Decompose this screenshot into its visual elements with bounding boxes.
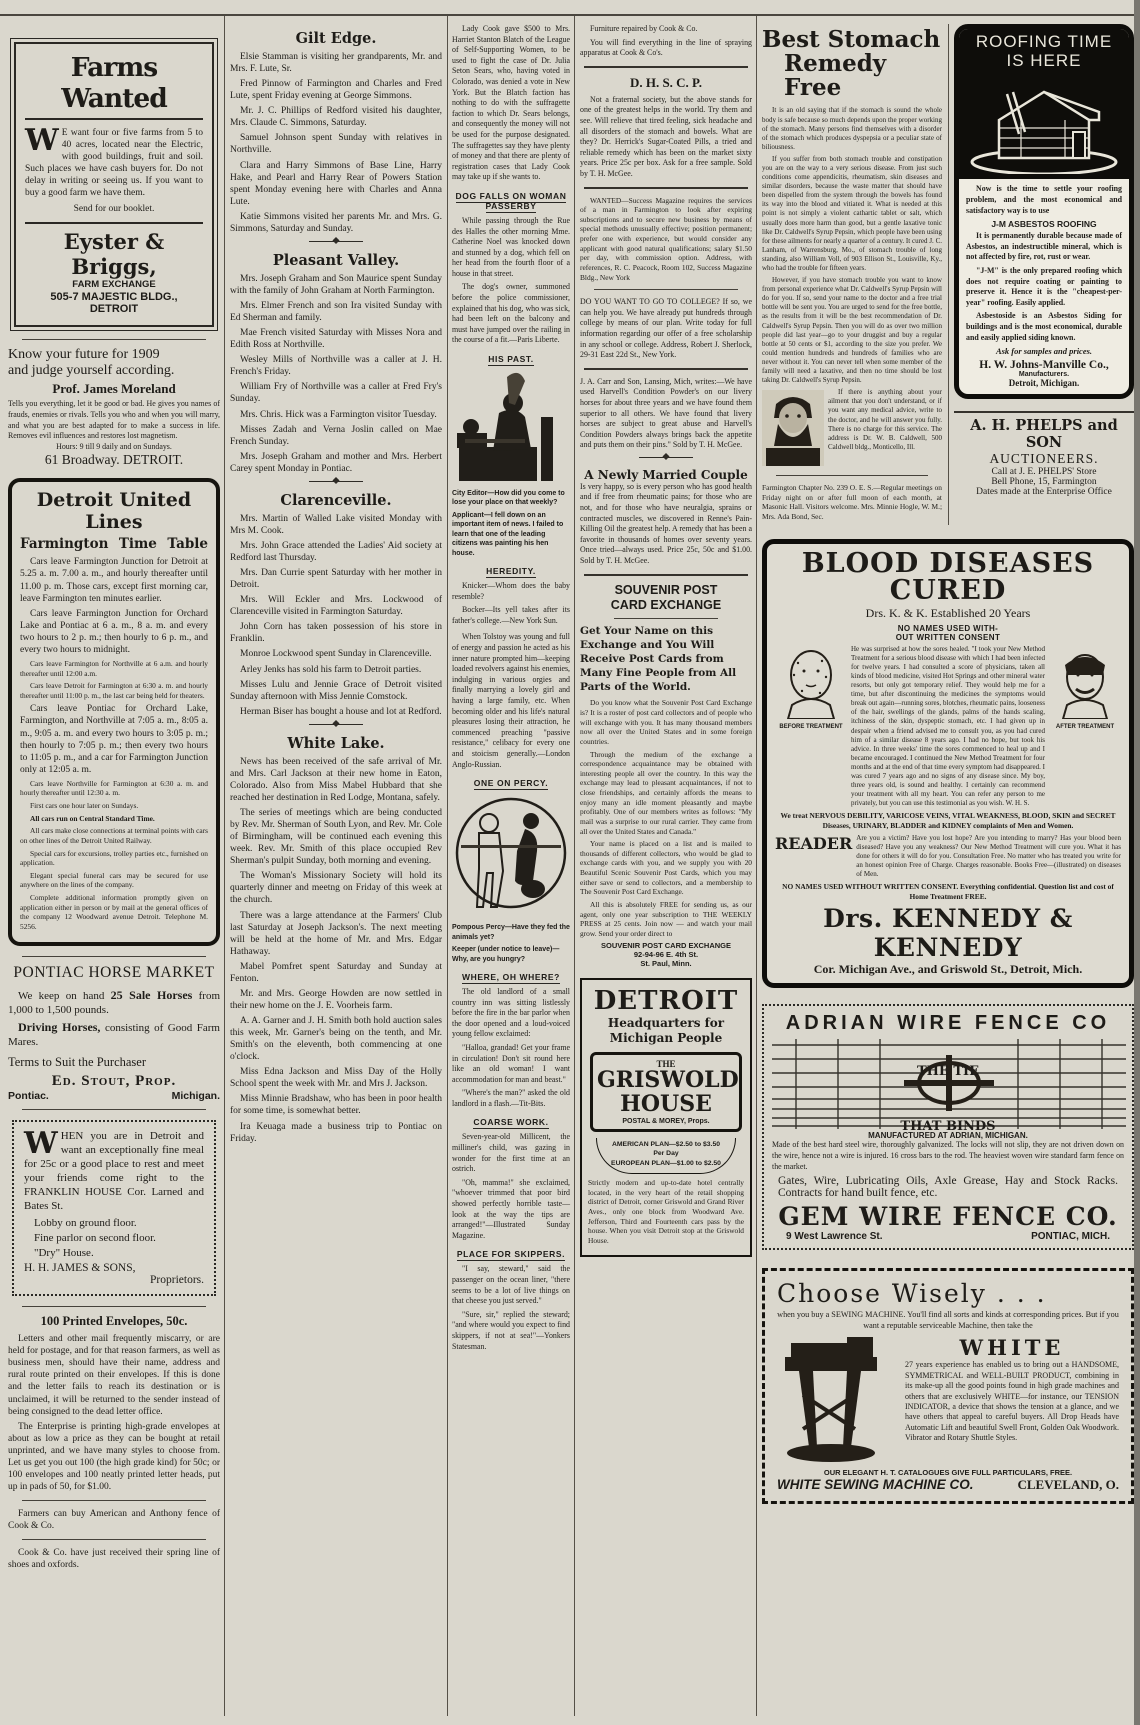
- section-clarenceville-title: Clarenceville.: [280, 491, 392, 509]
- timetable-para: Cars leave Farmington Junction for Detroit at 5.25 a. m. 7.00 a. m., and hourly thereafter until 11.00 p. m. Those cars, except first morning car, leave Farmington ten minutes earlier.: [20, 557, 208, 604]
- news-item: Mabel Pomfret spent Saturday and Sunday at Fenton.: [230, 961, 442, 984]
- johns-manville-name: H. W. Johns-Manville Co.,: [979, 359, 1109, 372]
- timetable-para: Cars leave Pontiac for Orchard Lake, Farmington, and Northville at 7:05 a. m., 8:05 a. m., 9:05 a. m. and every two hours to 3:05 p. m.; then hourly to 7:05 p. m.; then every two hours to 11:05 p. m., and a car for Farmington Junction only at 12:05 a. m.: [20, 704, 208, 775]
- roofing-p1: Now is the time to settle your roofing problem, and the most economical and satisfactory way is to use: [966, 184, 1122, 215]
- coarse-para: "Oh, mamma!" she exclaimed, "whoever trimmed that poor bird showed perfectly horrible taste—look at the way the tips are arranged!"—Illustrated Sunday Magazine.: [452, 1177, 570, 1240]
- news-item: Mrs. John Grace attended the Ladies' Aid society at Redford last Thursday.: [230, 540, 442, 563]
- one-on-percy-caption-2: Keeper (under notice to leave)—Why, are you hungry?: [452, 946, 560, 963]
- coarse-work-title: COARSE WORK.: [473, 1117, 549, 1128]
- news-item: Fred Pinnow of Farmington and Charles and Fred Lute, spent Friday evening at George Simmons.: [230, 79, 442, 102]
- heredity-line-1: Knicker—Whom does the baby resemble?: [452, 581, 570, 601]
- news-item: Clara and Harry Simmons of Base Line, Harry Hake, and Pearl and Harry Rear of Powers Station spent Monday evening here with Charles and Anna Lute.: [230, 160, 442, 207]
- news-item: Mrs. Martin of Walled Lake visited Monday with Mrs M. Cook.: [230, 513, 442, 536]
- before-treatment-portrait: [780, 645, 842, 719]
- dog-falls-title: DOG FALLS ON WOMAN PASSERBY: [455, 190, 567, 211]
- divider: [614, 618, 717, 619]
- johns-manville-mfr: Manufacturers.: [1018, 371, 1070, 379]
- news-item: The series of meetings which are being conducted by Rev. Mr. Sherman of South Lyon, and Rev. Mr. Cole of Birmingham, will be continued each evening this week. Rev. Mr. Smith of this place occupied Rev Sherman's pulpit Sunday, both morning and evening.: [230, 808, 442, 867]
- white-brand-name: WHITE: [959, 1335, 1065, 1361]
- envelopes-notice: [8, 1314, 220, 1493]
- horse-market-p1: We keep on hand 25 Sale Horses from 1,000 to 1,500 pounds.: [8, 987, 220, 1016]
- column-4: [580, 24, 752, 1257]
- pontiac-horse-market-ad: [8, 964, 220, 1103]
- horse-market-title: PONTIAC HORSE MARKET: [13, 963, 215, 981]
- column-5: [762, 24, 948, 525]
- manufactured-line: MANUFACTURED AT ADRIAN, MICHIGAN.: [868, 1131, 1028, 1141]
- dul-title: Detroit United Lines: [36, 489, 192, 534]
- moreland-lead-2: and judge yourself according.: [8, 363, 175, 379]
- farms-wanted-cta: Send for our booklet.: [73, 204, 155, 215]
- griswold-headquarters: Headquarters for Michigan People: [607, 1016, 725, 1046]
- news-item: Arley Jenks has sold his farm to Detroit parties.: [240, 664, 422, 675]
- souvenir-footer-city: St. Paul, Minn.: [640, 959, 692, 969]
- column-rule: [224, 16, 225, 1716]
- news-item: Misses Lulu and Jennie Grace of Detroit visited Sunday afternoon with Miss Jennie Comstock.: [230, 679, 442, 702]
- timetable-para: Elegant special funeral cars may be secured for use anywhere on the lines of the company.: [20, 870, 208, 890]
- franklin-body: WHEN you are in Detroit and want an exceptionally fine meal for 25c or a good place to rest and meet your friends come right to the FRANKLIN HOUSE Cor. Larned and Bates St.: [24, 1126, 204, 1213]
- news-item: Mr. and Mrs. George Howden are now settled in their new home on the J. E. Voorheis farm.: [230, 988, 442, 1011]
- detroit-united-lines-ad: [8, 478, 220, 945]
- catalog-line: OUR ELEGANT H. T. CATALOGUES GIVE FULL PARTICULARS, FREE.: [823, 1468, 1073, 1478]
- section-ornament: [309, 241, 363, 246]
- newly-married-body: Is very happy, so is every person who has good health and if free from rheumatic pains; for those who are not, and for those who have neuralgia, sprains or contracted muscles, we discovered in Renne's Pain-Killing Oil the greatest help. A remedy that has been a favorite in thousands of homes over seventy years. Once tried—always used. Price 25c, 50c and $1.00. Sold by T. H. McGee.: [580, 481, 752, 566]
- roofing-p2: It is permanently durable because made of Asbestos, an indestructible mineral, which is not affected by fire, rot, rust or wear.: [966, 231, 1122, 262]
- stomach-para: It is an old saying that if the stomach is sound the whole body is safe because so much depends upon the proper working of the stomach. Many persons find themselves with a disorder of the stomach which produces dyspepsia or a peculiar state of biliousness.: [762, 106, 942, 151]
- column-3: [452, 24, 570, 1355]
- news-item: John Corn has taken possession of his store in Franklin.: [230, 622, 442, 645]
- before-treatment-figure: BEFORE TREATMENT: [775, 645, 847, 809]
- news-item: Ira Keuaga made a business trip to Pontiac on Friday.: [230, 1121, 442, 1144]
- phelps-auctioneers-ad: [954, 411, 1134, 497]
- newly-married-title: A Newly Married Couple: [584, 467, 748, 482]
- griswold-detroit: DETROIT: [593, 986, 739, 1017]
- news-item: A. A. Garner and J. H. Smith both hold auction sales this week, Mr. Garner's being on the tenth, and Mr. Smith's on the eleventh, both commencing at one o'clock.: [230, 1016, 442, 1063]
- white-sewing-machine-ad: [762, 1268, 1134, 1504]
- spraying-note: You will find everything in the line of spraying apparatus at Cook & Co's.: [580, 37, 752, 58]
- news-item: There was a large attendance at the Farmers' Club last Saturday at Joseph Jackson's. The next meeting will be held at the home of Mr. and Mrs. Edgar Hathaway.: [230, 910, 442, 957]
- moreland-address: 61 Broadway. DETROIT.: [44, 452, 184, 468]
- reader-body: Are you a victim? Have you lost hope? Are you intending to marry? Has your blood been diseased? Have you any weakness? Our New Method Treatment will cure you. What it has done for others it will do for you. Consultation Free. No matter who has treated you write for an honest opinion Free of Charge. Charges reasonable. Books Free—(illustrated) on diseases of Men.: [856, 833, 1121, 879]
- no-names-banner: NO NAMES USED WITH- OUT WRITTEN CONSENT: [895, 623, 1001, 642]
- news-item: Elsie Stamman is visiting her grandparents, Mr. and Mrs. F. Lute, Sr.: [230, 52, 442, 75]
- choose-wisely-title: Choose Wisely . . .: [777, 1279, 1047, 1309]
- souvenir-lead: Get Your Name on this Exchange and You Will Receive Post Cards from Many Fine People from All Parts of the World.: [580, 624, 737, 694]
- column-rule: [447, 16, 448, 1716]
- sewing-machine-illustration: [777, 1335, 897, 1465]
- section-ornament: [309, 481, 363, 486]
- news-item: The Woman's Missionary Society will hold its quarterly dinner and meetng on Friday of this week at the church.: [230, 871, 442, 906]
- news-item: Mrs. Chris. Hick was a Farmington visitor Tuesday.: [240, 409, 437, 420]
- news-item: Mae French visited Saturday with Misses Nora and Edith Ross at Northville.: [230, 328, 442, 351]
- tolstoy-item: When Tolstoy was young and full of energy and passion he acted as his inner nature prompted him—keeping loaded revolvers against his enemies, indulging in various orgies and finally marrying a lovely girl and having a large family, etc. When becoming older and his life's natural pleasures losing their attraction, he commenced preaching "passive resistance," celibacy for every one and stoicism generally.—London Anglo-Russian.: [452, 632, 570, 769]
- news-item: Wesley Mills of Northville was a caller at J. H. French's Friday.: [230, 355, 442, 378]
- envelopes-title: 100 Printed Envelopes, 50c.: [40, 1314, 188, 1329]
- wisely-lead: when you buy a SEWING MACHINE. You'll find all sorts and kinds at corresponding prices. But if you want a reputable serviceable Machine, then take the: [777, 1310, 1119, 1330]
- section-ornament: [309, 724, 363, 729]
- reader-block: READER Are you a victim? Have you lost hope? Are you intending to marry? Has your blood been diseased? Have you any weakness? Our New Method Treatment will cure you. What it has done for others it will do for you. Consultation Free. No matter who has treated you write for an honest opinion Free of Charge. Charges reasonable. Books Free—(illustrated) on diseases of Men.: [775, 833, 1121, 879]
- column-2: [230, 24, 442, 1148]
- franklin-firm-2: Proprietors.: [150, 1274, 204, 1287]
- news-item: Herman Biser has bought a house and lot at Redford.: [240, 706, 442, 717]
- blood-diseases-ad: [762, 539, 1134, 989]
- griswold-name-box: THE GRISWOLD HOUSE POSTAL & MOREY, Props.: [590, 1052, 742, 1131]
- dhscp-title: D. H. S. C. P.: [629, 74, 703, 90]
- right-region: [762, 24, 1134, 1504]
- stomach-para: However, if you have stomach trouble you want to know from personal experience what Dr. Caldwell's Syrup Pepsin will do for you. If so, send your name to the doctor and a free trial bottle will be sent you. You are urged to send for the free bottle, as the results from it will be the best recommendation of Dr. Caldwell's Syrup Pepsin. Then you will do as over two million people did last year—go to your druggist and buy a regular bottle at 50 cents or $1, according to the size you prefer. We could mention hundreds and hundreds of families who are never without it. You can never tell when some member of the family will need a laxative, and then no time should be lost taking Dr. Caldwell's Syrup Pepsin.: [762, 276, 942, 385]
- souvenir-footer-name: SOUVENIR POST CARD EXCHANGE: [600, 941, 732, 951]
- skippers-title: PLACE FOR SKIPPERS.: [456, 1249, 566, 1260]
- one-on-percy-title: ONE ON PERCY.: [473, 778, 549, 789]
- news-item: News has been received of the safe arrival of Mr. and Mrs. Carl Jackson at their new home in Eaton, Colorado. Also from Miss Mabel Hubbard that she reached her destination in Red Lodge, Montana, safely.: [230, 756, 442, 803]
- eyster-briggs-address: 505-7 MAJESTIC BLDG., DETROIT: [50, 291, 178, 316]
- franklin-line: Lobby on ground floor.: [34, 1217, 137, 1230]
- news-item: William Fry of Northville was a caller at Fred Fry's Sunday.: [230, 382, 442, 405]
- news-item: Monroe Lockwood spent Sunday in Clarenceville.: [240, 649, 432, 660]
- phelps-dates-line: Dates made at the Enterprise Office: [976, 487, 1112, 498]
- phelps-name: A. H. PHELPS and SON: [970, 417, 1118, 452]
- news-item: Miss Edna Jackson and Miss Day of the Holly School spent the week with Mr. and Mrs J. Jackson.: [230, 1067, 442, 1090]
- roofing-cta: Ask for samples and prices.: [995, 346, 1093, 357]
- phelps-store-line: Call at J. E. PHELPS' Store: [991, 467, 1097, 478]
- envelopes-para: Letters and other mail frequently miscarry, or are held for postage, and for that reason farmers, as well as business men, should have their name, address and rural route printed on their envelopes. If this is done and the letter fails to reach its destination or is unclaimed, it will be returned to the sender instead of being consigned to the dead letter office.: [8, 1334, 220, 1417]
- timetable-para: Cars leave Farmington for Northville at 6 a.m. and hourly thereafter until 12:00 a.m.: [20, 658, 208, 678]
- moreland-lead-1: Know your future for 1909: [8, 347, 160, 363]
- news-item: Misses Zadah and Verna Joslin called on Mae French Sunday.: [230, 424, 442, 447]
- farm-exchange-label: FARM EXCHANGE: [72, 279, 156, 291]
- horse-market-p2: Driving Horses, consisting of Good Farm Mares.: [8, 1020, 220, 1049]
- where-para: The old landlord of a small country inn was sitting listlessly before the fire in the bar parlor when the door opened and a loud-voiced young fellow exclaimed:: [452, 986, 570, 1039]
- griswold-props: POSTAL & MOREY, Props.: [622, 1117, 710, 1125]
- tie-that-binds-slogan: THE TIE THAT BINDS: [900, 1064, 996, 1135]
- souvenir-title: SOUVENIR POST CARD EXCHANGE: [610, 582, 722, 612]
- wanted-classified: WANTED—Success Magazine requires the services of a man in Farmington to look after expiring subscriptions and to secure new business by means of special methods unusually effective; position permanent; prefer one with experience, but would consider any applicant with good natural qualifications; salary $1.50 per day, with commission option. Address, with references, R. C. Peacock, Room 102, Success Magazine Bldg., New York: [580, 195, 752, 282]
- gem-offerings: Gates, Wire, Lubricating Oils, Axle Grease, Hay and Stock Racks. Contracts for hand built fence, etc.: [778, 1175, 1118, 1200]
- furniture-note: Furniture repaired by Cook & Co.: [590, 24, 698, 33]
- news-item: Mrs. Joseph Graham and mother and Mrs. Herbert Carey spent Monday in Pontiac.: [230, 451, 442, 474]
- johns-manville-city: Detroit, Michigan.: [1008, 378, 1080, 389]
- wisely-body: 27 years experience has enabled us to bring out a HANDSOME, SYMMETRICAL and WELL-BUILT PRODUCT, combining in its make-up all the good points found in high grade machines and others that are exclusively WHITE—for instance, our TENSION INDICATOR, a device that shows the tension at a glance, and we have others that appeal to careful buyers. All Drop Heads have Automatic Lift and beautiful Swell Front, Golden Oak Woodwork. Vibrator and Rotary Shuttle Styles.: [905, 1360, 1119, 1443]
- jm-asbestos-brand: J-M ASBESTOS ROOFING: [991, 219, 1097, 230]
- his-past-title: HIS PAST.: [488, 354, 534, 365]
- griswold-house-ad: [580, 978, 752, 1256]
- news-item: Mrs. Dan Currie spent Saturday with her mother in Detroit.: [230, 568, 442, 591]
- his-past-cartoon: [455, 369, 567, 487]
- eyster-briggs-name: Eyster & Briggs,: [25, 222, 203, 279]
- roofing-p4: Asbestoside is an Asbestos Siding for buildings and is the most economical, durable and easily applied siding known.: [966, 311, 1122, 342]
- gem-address-row: 9 West Lawrence St. PONTIAC, MICH.: [786, 1231, 1110, 1243]
- white-firm-row: WHITE SEWING MACHINE CO. CLEVELAND, O.: [777, 1477, 1119, 1493]
- envelopes-para: The Enterprise is printing high-grade envelopes at about as low a price as they can be bought at retail unprinted, and we have many styles to choose from. Let us get you out 100 (the high grade kind) for 50c; or 100 envelopes and 100 neatly printed letter heads, put up in pads of 50, for $1.00.: [8, 1421, 220, 1492]
- skippers-para: "I say, steward," said the passenger on the ocean liner, "there seems to be a lot of live things on that cheese you just served.": [452, 1264, 570, 1306]
- farmington-chapter-notice: Farmington Chapter No. 239 O. E. S.—Regular meetings on Friday night on or after full moon of each month, at Masonic Hall. Visitors welcome. Mrs. Minnie Hogle, W. M.; Mrs. Ada Bond, Sec.: [762, 483, 942, 522]
- section-ornament: [639, 457, 693, 462]
- drs-kk-subtitle: Drs. K. & K. Established 20 Years: [865, 605, 1031, 620]
- phelps-phone-line: Bell Phone, 15, Farmington: [991, 477, 1097, 488]
- news-item: Katie Simmons visited her parents Mr. and Mrs. G. Simmons, Saturday and Sunday.: [230, 211, 442, 234]
- souvenir-para: Your name is placed on a list and is mailed to thousands of different collectors, who would be glad to exchange cards with you, and we supply you with 20 Beautiful Scenic Souvenir Post Cards, which you may either save or send to collectors, and a membership to The Souvenir Post Card Exchange.: [580, 839, 752, 897]
- we-treat-line: We treat NERVOUS DEBILITY, VARICOSE VEINS, VITAL WEAKNESS, BLOOD, SKIN and SECRET Diseases, URINARY, BLADDER and KIDNEY complaints of Men and Women.: [780, 811, 1116, 831]
- news-item: Mrs. Will Eckler and Mrs. Lockwood of Clarenceville visited in Farmington Saturday.: [230, 595, 442, 618]
- coarse-para: Seven-year-old Millicent, the milliner's child, was gazing in wonder for the first time at an ostrich.: [452, 1132, 570, 1174]
- souvenir-para: Do you know what the Souvenir Post Card Exchange is? It is a roster of post card collectors and of people who will exchange with you. It has many thousand members now all over the United States and in some foreign countries.: [580, 698, 752, 746]
- farms-wanted-ad: [10, 38, 218, 331]
- dhscp-body: Not a fraternal society, but the above stands for one of the greatest helps in the world. Try them and see. Will relieve that tired feeling, sick headache and all disorders of the stomach and bowels. What are they? Dr. Herrick's Sugar-Coated Pills, a tried and reliable remedy which has been on the market sixty years. Price 25c per box. Ask for a free sample. Sold by T. H. McGee.: [580, 94, 752, 178]
- franklin-line: "Dry" House.: [34, 1247, 94, 1260]
- stout-city-state: Pontiac. Michigan.: [8, 1090, 220, 1103]
- roofing-house-illustration: [969, 70, 1119, 174]
- heredity-line-2: Bocker—Its yell takes after its father's college.—New York Sun.: [452, 605, 570, 625]
- adrian-body: Made of the best hard steel wire, thoroughly galvanized. The locks will not slip, they are not driven down on the wire, hence not a wire is injured. 16 cross bars to the rod. The heaviest woven wire standard farm fence on the market.: [772, 1140, 1124, 1171]
- griswold-body: Strictly modern and up-to-date hotel centrally located, in the very heart of the retail shopping district of Detroit, corner Griswold and Grand River Aves., only one block from Woodward Ave. Jefferson, Third and Fourteenth cars pass by the house. When you visit Detroit stop at the Griswold House.: [588, 1178, 744, 1245]
- souvenir-para: All this is absolutely FREE for sending us, as our agent, only one year subscription to THE WEEKLY PRESS at 25 cents. Join now — and watch your mail grow. Send your order direct to: [580, 899, 752, 938]
- dul-subtitle: Farmington Time Table: [20, 536, 208, 553]
- section-pleasant-valley-title: Pleasant Valley.: [272, 251, 400, 269]
- phelps-auctioneers: AUCTIONEERS.: [989, 451, 1099, 467]
- moreland-ad: [8, 347, 220, 468]
- stomach-remedy-title: Best Stomach Remedy Free: [762, 26, 941, 102]
- column-rule: [574, 16, 575, 1716]
- news-item: Miss Minnie Bradshaw, who has been in poor health for some time, is somewhat better.: [230, 1094, 442, 1117]
- timetable-para: All cars make close connections at terminal points with cars on other lines of the Detroit United Railway.: [20, 826, 208, 845]
- dog-falls-para: While passing through the Rue des Halles the other morning Mme. Catherine Noel was knocked down and stunned by a dog, which fell on her head from the fourth floor of a house in that street.: [452, 215, 570, 278]
- section-white-lake-title: White Lake.: [287, 734, 385, 752]
- news-item: Mrs. Elmer French and son Ira visited Sunday with Ed Sherman and family.: [230, 301, 442, 324]
- dog-falls-para: The dog's owner, summoned before the police commissioner, explained that his dog, who was sick, had been left on the balcony and must have jumped over the railing in the course of a fit.—Paris Liberte.: [452, 282, 570, 345]
- farms-wanted-title: Farms Wanted: [25, 52, 203, 120]
- moreland-body: Tells you everything, let it be good or bad. He gives you names of frauds, enemies or rivals. Tells you who and when you will marry, and what you are best adapted for to make a success in life. Removes evil influences and restores lost magnetism.: [8, 399, 220, 441]
- column-6: [948, 24, 1134, 525]
- timetable-para: Cars leave Detroit for Farmington at 6:30 a. m. and hourly thereafter until 11:00 p. m., the last car being held for theaters.: [20, 681, 208, 700]
- his-past-caption-2: Applicant—I fell down on an important item of news. I failed to learn that one of the leading citizens was painting his hen house.: [452, 511, 564, 557]
- lady-cook-item: Lady Cook gave $500 to Mrs. Harriet Stanton Blatch of the League of Self-Supporting Women, to be used to fight the case of Dr. Julia Seton Sears, who, having voted in Colorado, was denied a vote in New York. But the Blatch faction has nothing to do with the suffragette faction to which Dr. Sears belongs, and consequently the money will not be used for the purpose designated. The suffragettes say they have plenty of money and that there are plenty of registration cases that Lady Cook may take up if she wants to.: [452, 24, 570, 182]
- after-treatment-portrait: [1054, 645, 1116, 719]
- one-on-percy-cartoon: [455, 793, 567, 921]
- adrian-fence-name: ADRIAN WIRE FENCE CO: [785, 1012, 1111, 1035]
- drop-cap: W: [24, 1126, 58, 1162]
- moreland-hours: Hours: 9 till 9 daily and on Sundays.: [56, 441, 172, 451]
- heredity-title: HEREDITY.: [486, 566, 536, 577]
- stomach-para: If you suffer from both stomach trouble and constipation you are on the way to a very serious disease. From just such conditions come appendicitis, rheumatism, skin diseases and similar disorders, because the waste matter that should have been dispelled from the system through the bowels has found its way into the blood and vitiated it. What is needed at this point is not simply a violent cathartic tablet or salt, which usually does more harm than good, but a gentle laxative tonic like Dr. Caldwell's Syrup Pepsin, which people have been using for these ailments for nearly a quarter of a century. It cured J. C. Lanham, of Warrensburg, Mo., of stomach trouble of long standing, also William Voll, of 903 Ellison St., Louisville, Ky., who had the trouble for fifteen years.: [762, 154, 942, 273]
- column-rule: [756, 16, 757, 1716]
- souvenir-footer-street: 92-94-96 E. 4th St.: [633, 950, 699, 960]
- timetable-para: All cars run on Central Standard Time.: [30, 813, 155, 823]
- gem-wire-fence-name: GEM WIRE FENCE CO.: [778, 1202, 1118, 1232]
- franklin-firm: H. H. JAMES & SONS,: [24, 1262, 136, 1275]
- where-oh-where-title: WHERE, OH WHERE?: [462, 971, 560, 982]
- souvenir-para: Through the medium of the exchange a correspondence acquaintance may be obtained with interesting people all over the country. In this way the exchange may lead to pleasant acquaintances, if not to close friendships, and certainly affords the means to enjoy many an idle moment pleasantly and maybe profitably. One of our members writes as follows: "My mail was a surprise to our rural carrier. They came from all over the United States and Canada.": [580, 749, 752, 836]
- column-1: [8, 24, 220, 1574]
- news-item: Samuel Johnson spent Sunday with relatives in Northville.: [230, 133, 442, 156]
- carr-testimonial: J. A. Carr and Son, Lansing, Mich, writes:—We have used Harvell's Condition Powder's on our livery horses for about three years and we have found them superior to all others. We have found that livery horses are subject to great abuse and Harvell's Condition Powders always brings back the appetite and puts them on their pins." Sold by T. H. McGee.: [580, 376, 752, 450]
- roofing-p3: "J-M" is the only prepared roofing which does not require coating or painting to preserve it. Hence it is the "cheapest-per-year" roofing. Easily applied.: [966, 265, 1122, 307]
- section-gilt-edge-title: Gilt Edge.: [295, 30, 377, 47]
- college-classified: DO YOU WANT TO GO TO COLLEGE? If so, we can help you. We have already put hundreds through college by means of our plan. Write today for full information regarding our offer of a free scholarship in any school or college. Address, Robert J. Sherlock, 29-31 East 22d St., New York.: [580, 297, 752, 360]
- top-rule: [0, 14, 1134, 16]
- timetable-para: Cars leave Northville for Farmington at 6:30 a. m. and hourly thereafter until 12:30 a. m.: [20, 778, 208, 798]
- kennedy-address: Cor. Michigan Ave., and Griswold St., Detroit, Mich.: [813, 962, 1083, 977]
- one-on-percy-caption-1: Pompous Percy—Have they fed the animals yet?: [452, 924, 570, 941]
- moreland-name: Prof. James Moreland: [52, 381, 176, 397]
- drop-cap: W: [25, 123, 59, 158]
- no-names-footer: NO NAMES USED WITHOUT WRITTEN CONSENT. Everything confidential. Question list and cost of Home Treatment FREE.: [782, 882, 1114, 901]
- roofing-title: ROOFING TIME IS HERE: [975, 32, 1113, 70]
- timetable-para: Complete additional information promptly given on application either in person or by mail at the general offices of the company 12 Woodward avenue Detroit. Telephone M. 5256.: [20, 893, 208, 931]
- timetable-para: Special cars for excursions, trolley parties etc., furnished on application.: [20, 848, 208, 868]
- where-para: "Halloa, grandad! Get your frame in circulation! Don't sit round here like an old woman! I want accommodation for man and beast.": [452, 1042, 570, 1084]
- his-past-caption-1: City Editor—How did you come to lose your place on that weekly?: [452, 490, 565, 507]
- kennedy-firm-name: Drs. KENNEDY & KENNEDY: [823, 904, 1073, 963]
- stomach-para: If there is anything about your ailment that you don't understand, or if you want any medical advice, write to the doctor, and he will answer you fully. There is no charge for this service. The address is Dr. W. B. Caldwell, 500 Caldwell bldg., Monticello, Ill.: [828, 388, 942, 451]
- franklin-line: Fine parlor on second floor.: [34, 1232, 156, 1245]
- caldwell-portrait: [762, 390, 824, 466]
- roofing-ad: [954, 24, 1134, 399]
- blood-testimonial: He was surprised at how the sores healed. "I took your New Method Treatment for a serious blood disease with which I had been infected for twelve years. I had consulted a score of physicians, taken all kinds of blood medicine, visited Hot Springs and other mineral water resorts, but only got temporary relief. They would help me for a time, but after discontinuing the medicines the symptoms would break out again—running sores, blotches, rheumatic pains, looseness of the hair, swellings of the glands, palms of the hands scaling, itchiness of the skin, dyspeptic stomach, etc. I had given up in despair when a friend advised me to consult you, as you had cured him of a similar disease 8 years ago. I had no hope, but took his advice. In three weeks' time the sores commenced to heal up and I became encouraged. I continued the New Method Treatment for four months and at the end of that time every symptom had disappeared. I was cured 7 years ago and no signs of any disease since. My boy, three years old, is sound and healthy. I certainly can recommend your treatment with all my heart. You can refer any person to me privately, but you can use this testimonial as you wish. W. H. S.: [851, 644, 1045, 808]
- adrian-fence-ad: [762, 1004, 1134, 1250]
- skippers-para: "Sure, sir," replied the steward; "and where would you expect to find skippers, if not at sea!"—Yonkers Statesman.: [452, 1309, 570, 1351]
- news-item: Mr. J. C. Phillips of Redford visited his daughter, Mrs. Claude C. Simmons, Saturday.: [230, 106, 442, 129]
- timetable-para: Cars leave Farmington Junction for Orchard Lake and Pontiac at 6 a. m., 8 a. m. and every two hours to 2 p. m.; then hourly to 6 p. m., and every two hours to midnight.: [20, 608, 208, 655]
- franklin-house-ad: [12, 1120, 216, 1296]
- news-item: Mrs. Joseph Graham and Son Maurice spent Sunday with the family of John Graham at North Farmington.: [230, 273, 442, 296]
- fence-note: Farmers can buy American and Anthony fence of Cook & Co.: [8, 1509, 220, 1532]
- shoes-note: Cook & Co. have just received their spring line of shoes and oxfords.: [8, 1548, 220, 1571]
- horse-market-terms: Terms to Suit the Purchaser: [8, 1055, 146, 1070]
- stout-prop: Ed. Stout, Prop.: [51, 1073, 177, 1090]
- where-para: "Where's the man?" asked the old landlord in a flash.—Tit-Bits.: [452, 1088, 570, 1108]
- blood-diseases-title: BLOOD DISEASES CURED: [801, 547, 1095, 606]
- after-treatment-figure: AFTER TREATMENT: [1049, 645, 1121, 809]
- farms-wanted-body: W E want four or five farms from 5 to 40 acres, located near the Electric, with good buildings, fruit and soil. Such places we have cash buyers for. Do not delay in writing or seeing us. If you want to buy a good farm we have them.: [25, 123, 203, 199]
- timetable-para: First cars one hour later on Sundays.: [30, 801, 139, 811]
- griswold-plans: AMERICAN PLAN—$2.50 to $3.50 Per Day EUROPEAN PLAN—$1.00 to $2.50: [596, 1138, 736, 1175]
